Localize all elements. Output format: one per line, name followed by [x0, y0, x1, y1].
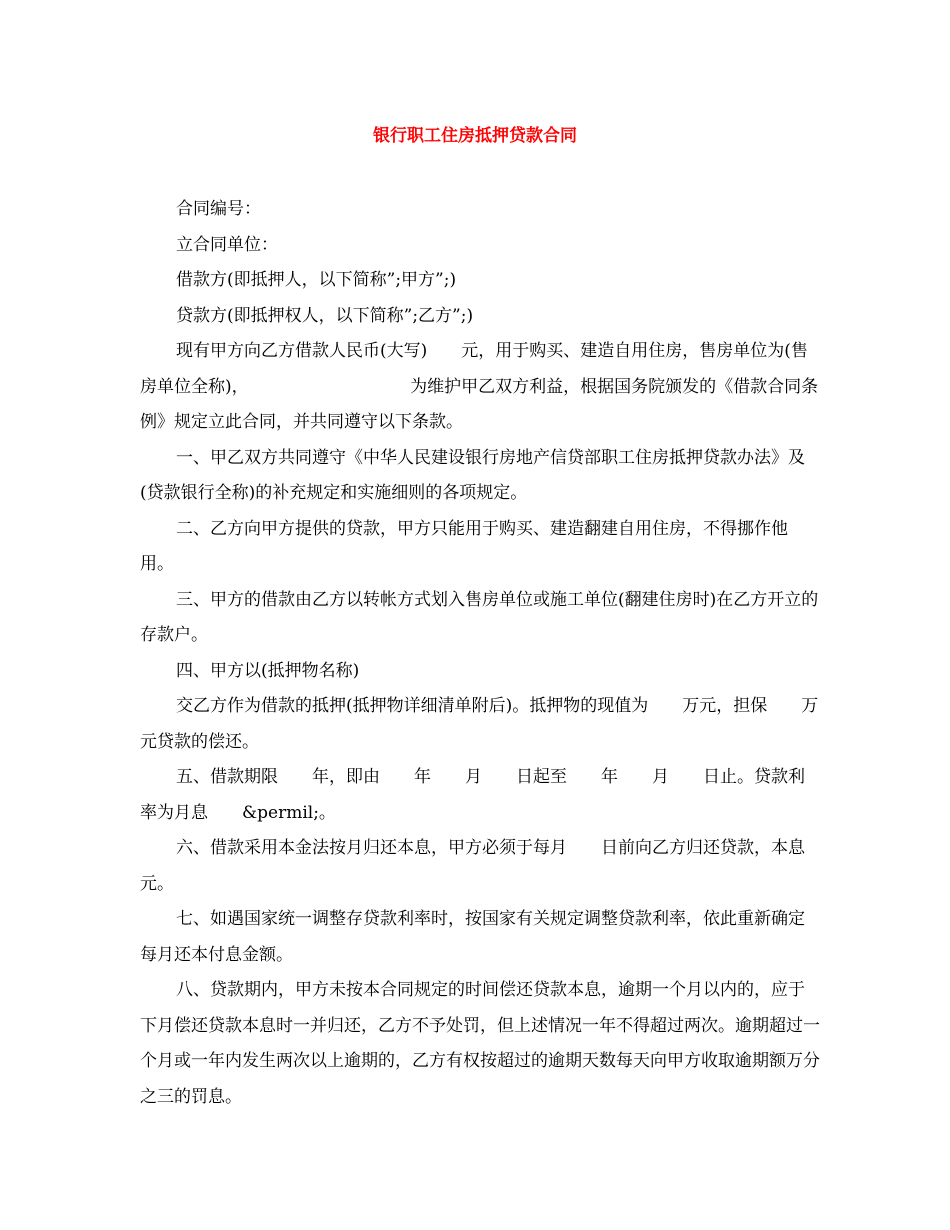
document-title: 银行职工住房抵押贷款合同	[373, 126, 577, 146]
paragraph-clause-6: 六、借款采用本金法按月归还本息，甲方必须于每月 日前向乙方归还贷款，本息 元。	[140, 838, 839, 894]
paragraph-preamble: 现有甲方向乙方借款人民币(大写) 元，用于购买、建造自用住房，售房单位为(售房单位全称)， 为维护甲乙双方利益，根据国务院颁发的《借款合同条例》规定立此合同，并共同遵守以下条款。	[140, 341, 819, 432]
paragraph-clause-2: 二、乙方向甲方提供的贷款，甲方只能用于购买、建造翻建自用住房，不得挪作他用。	[140, 518, 788, 574]
paragraph-clause-7: 七、如遇国家统一调整存贷款利率时，按国家有关规定调整贷款利率，依此重新确定每月还本付息金额。	[140, 909, 805, 965]
paragraph-clause-1: 一、甲乙双方共同遵守《中华人民建设银行房地产信贷部职工住房抵押贷款办法》及(贷款银行全称)的补充规定和实施细则的各项规定。	[140, 447, 805, 503]
paragraph-clause-4-continued: 交乙方作为借款的抵押(抵押物详细清单附后)。抵押物的现值为 万元，担保 万元贷款的偿还。	[140, 696, 819, 752]
paragraph-clause-8: 八、贷款期内，甲方未按本合同规定的时间偿还贷款本息，逾期一个月以内的，应于下月偿还贷款本息时一并归还，乙方不予处罚，但上述情况一年不得超过两次。逾期超过一个月或一年内发生两次以上逾期的，乙方有权按超过的逾期天数每天向甲方收取逾期额万分之三的罚息。	[140, 980, 820, 1107]
paragraph-clause-5: 五、借款期限 年，即由 年 月 日起至 年 月 日止。贷款利率为月息 &permil;。	[140, 767, 805, 823]
document-body	[140, 192, 839, 1115]
paragraph-clause-4: 四、甲方以(抵押物名称)	[176, 660, 360, 681]
paragraph-contract-number: 合同编号：	[176, 199, 261, 219]
paragraph-borrower: 借款方(即抵押人，以下简称”;甲方”;)	[176, 270, 457, 290]
paragraph-lender: 贷款方(即抵押权人，以下简称”;乙方”;)	[176, 305, 474, 326]
paragraph-clause-3: 三、甲方的借款由乙方以转帐方式划入售房单位或施工单位(翻建住房时)在乙方开立的存款户。	[140, 589, 819, 645]
paragraph-contracting-units: 立合同单位：	[176, 234, 278, 255]
